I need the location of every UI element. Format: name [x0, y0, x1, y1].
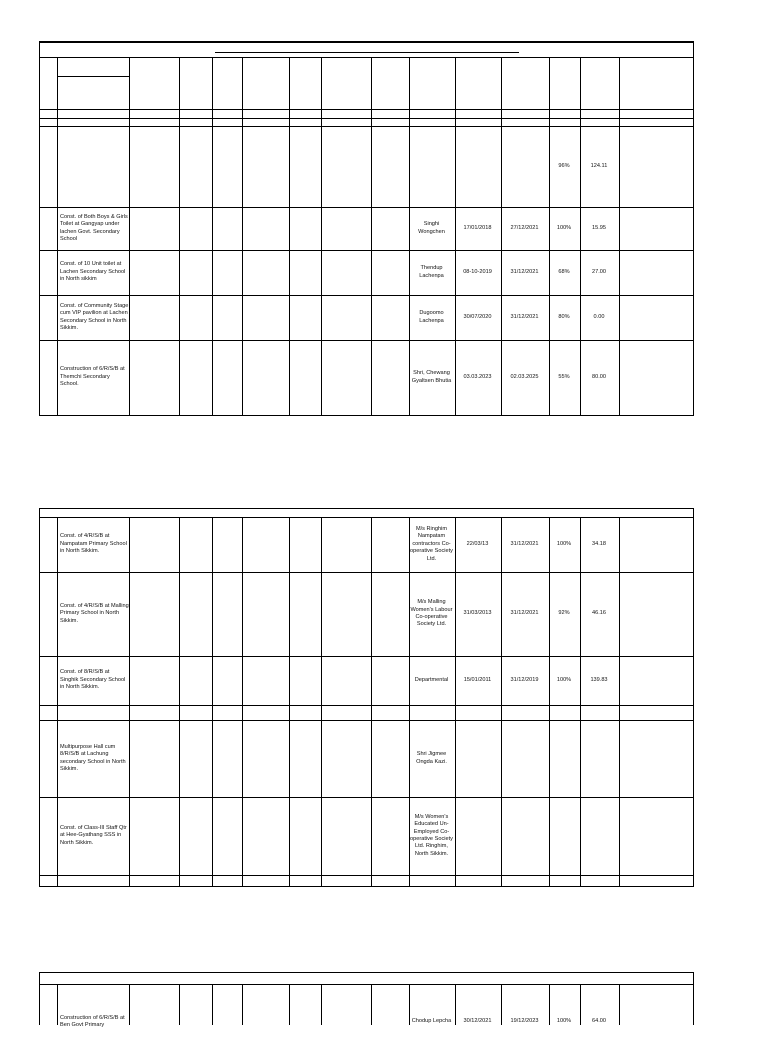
- contractor-name: [410, 797, 453, 875]
- expenditure-amount: [581, 656, 617, 705]
- end-date-text: 27/12/2021: [510, 224, 539, 231]
- work-description: [58, 295, 129, 340]
- expenditure-amount: [581, 517, 617, 572]
- table-rule: [39, 41, 40, 416]
- table-rule: [693, 41, 694, 416]
- start-date: [456, 340, 499, 415]
- table-rule: [39, 57, 694, 58]
- table-rule: [179, 57, 180, 416]
- physical-progress-text: 55%: [558, 373, 570, 380]
- table-rule: [212, 517, 213, 887]
- expenditure-amount-text: 139.83: [590, 676, 608, 683]
- expenditure-amount: [581, 720, 617, 797]
- table-rule: [39, 972, 40, 1025]
- table-rule: [371, 517, 372, 887]
- table-rule: [39, 109, 694, 110]
- start-date-text: 30/07/2020: [463, 313, 492, 320]
- start-date-text: 31/03/2013: [463, 610, 492, 617]
- work-description: [58, 656, 129, 705]
- table-rule: [39, 705, 694, 706]
- end-date: [502, 340, 547, 415]
- work-description: [58, 572, 129, 656]
- physical-progress-text: 100%: [556, 540, 572, 547]
- end-date: [502, 720, 547, 797]
- physical-progress-text: 100%: [556, 1018, 572, 1025]
- table-rule: [212, 984, 213, 1025]
- end-date-text: 31/12/2019: [510, 676, 539, 683]
- start-date: [456, 572, 499, 656]
- start-date-text: 08-10-2019: [463, 268, 492, 275]
- table-rule: [289, 57, 290, 416]
- expenditure-amount: [581, 295, 617, 340]
- expenditure-amount-text: 64.00: [592, 1018, 606, 1025]
- table-rule: [39, 415, 694, 416]
- table-rule: [242, 517, 243, 887]
- table-rule: [129, 984, 130, 1025]
- table-rule: [242, 57, 243, 416]
- work-description: [58, 250, 129, 295]
- contractor-name-text: Shri, Chewang Gyaltsen Bhutia: [411, 370, 452, 384]
- start-date: [456, 517, 499, 572]
- table-rule: [215, 52, 519, 53]
- physical-progress: [550, 517, 578, 572]
- end-date: [502, 126, 547, 207]
- work-description: [58, 340, 129, 415]
- physical-progress: [550, 295, 578, 340]
- table-rule: [39, 508, 694, 509]
- table-rule: [57, 76, 129, 77]
- table-rule: [693, 972, 694, 1025]
- end-date-text: 02.03.2025: [510, 373, 539, 380]
- table-rule: [693, 508, 694, 887]
- contractor-name-text: Departmental: [414, 676, 449, 683]
- work-description-text: Multipurpose Hall cum 8/R/S/B at Lachung secondary School in North Sikkim.: [60, 743, 126, 772]
- table-rule: [289, 517, 290, 887]
- physical-progress: [550, 207, 578, 250]
- contractor-name-text: Singhi Wongchen: [418, 221, 445, 235]
- physical-progress-text: 68%: [558, 268, 570, 275]
- physical-progress-text: 96%: [558, 162, 570, 169]
- work-description-text: Construction of 6/R/S/B at Ben Govt Primary: [60, 1014, 125, 1028]
- table-rule: [371, 984, 372, 1025]
- contractor-name-text: Thendup Lachenpa: [419, 265, 444, 279]
- contractor-name: [410, 340, 453, 415]
- contractor-name-text: M/s Women's Educated Un-Employed Co-operative Society Ltd. Ringhim, North Sikkim.: [410, 813, 453, 857]
- expenditure-amount: [581, 572, 617, 656]
- start-date-text: 30/12/2021: [463, 1018, 492, 1025]
- start-date: [456, 207, 499, 250]
- contractor-name-text: Shri Jigmee Ongda Kazi.: [416, 751, 447, 765]
- work-description-text: Construction of 6/R/S/B at Themchi Secondary School.: [60, 366, 125, 388]
- end-date-text: 19/12/2023: [510, 1018, 539, 1025]
- contractor-name: [410, 720, 453, 797]
- work-description: [58, 207, 129, 250]
- end-date: [502, 207, 547, 250]
- table-rule: [321, 57, 322, 416]
- table-rule: [321, 984, 322, 1025]
- end-date: [502, 572, 547, 656]
- expenditure-amount-text: 15.95: [592, 224, 606, 231]
- start-date-text: 17/01/2018: [463, 224, 492, 231]
- contractor-name: [410, 126, 453, 207]
- work-description-text: Const. of 8/R/S/B at Singhik Secondary School in North Sikkim.: [60, 669, 126, 691]
- end-date: [502, 517, 547, 572]
- table-rule: [39, 508, 40, 887]
- table-rule: [619, 517, 620, 887]
- start-date: [456, 720, 499, 797]
- contractor-name: [410, 250, 453, 295]
- table-rule: [129, 57, 130, 416]
- table-rule: [179, 517, 180, 887]
- expenditure-amount: [581, 250, 617, 295]
- table-rule: [39, 875, 694, 876]
- physical-progress: [550, 656, 578, 705]
- contractor-name: [410, 656, 453, 705]
- contractor-name: [410, 572, 453, 656]
- end-date-text: 31/12/2021: [510, 268, 539, 275]
- table-rule: [321, 517, 322, 887]
- contractor-name-text: M/s Ringhim Nampatam contractors Co-operative Society Ltd.: [410, 526, 453, 562]
- work-description: [58, 517, 129, 572]
- work-description-text: Const. of 10 Unit toilet at Lachen Secondary School in North sikkim: [60, 261, 126, 283]
- physical-progress-text: 92%: [558, 610, 570, 617]
- table-rule: [179, 984, 180, 1025]
- contractor-name-text: Chodup Lepcha: [411, 1018, 452, 1025]
- physical-progress: [550, 797, 578, 875]
- end-date-text: 31/12/2021: [510, 313, 539, 320]
- physical-progress: [550, 720, 578, 797]
- physical-progress-text: 100%: [556, 676, 572, 683]
- start-date: [456, 656, 499, 705]
- work-description-text: Const. of 4/R/S/B at Malling Primary School in North Sikkim.: [60, 602, 129, 624]
- end-date-text: 31/12/2021: [510, 610, 539, 617]
- work-description-text: Const. of 4/R/S/B at Nampatam Primary School in North Sikkim.: [60, 533, 127, 555]
- physical-progress: [550, 126, 578, 207]
- end-date: [502, 250, 547, 295]
- physical-progress: [550, 250, 578, 295]
- expenditure-amount-text: 34.18: [592, 540, 606, 547]
- work-description-text: Const. of Class-III Staff Qtr at Hee-Gyathang SSS in North Sikkim.: [60, 824, 127, 846]
- table-rule: [39, 118, 694, 119]
- physical-progress: [550, 572, 578, 656]
- start-date: [456, 126, 499, 207]
- table-rule: [289, 984, 290, 1025]
- work-description: [58, 797, 129, 875]
- physical-progress: [550, 984, 578, 1060]
- contractor-name: [410, 984, 453, 1060]
- end-date: [502, 295, 547, 340]
- expenditure-amount-text: 80.00: [592, 373, 606, 380]
- work-description: [58, 984, 129, 1060]
- expenditure-amount-text: 0.00: [593, 313, 605, 320]
- table-rule: [212, 57, 213, 416]
- table-rule: [39, 886, 694, 887]
- start-date-text: 03.03.2023: [463, 373, 492, 380]
- expenditure-amount-text: 27.00: [592, 268, 606, 275]
- table-rule: [39, 972, 694, 973]
- table-rule: [39, 41, 694, 43]
- expenditure-amount-text: 46.16: [592, 610, 606, 617]
- table-rule: [371, 57, 372, 416]
- physical-progress-text: 80%: [558, 313, 570, 320]
- table-rule: [242, 984, 243, 1025]
- contractor-name: [410, 295, 453, 340]
- start-date: [456, 250, 499, 295]
- start-date-text: 22/03/13: [466, 540, 489, 547]
- physical-progress-text: 100%: [556, 224, 572, 231]
- start-date: [456, 295, 499, 340]
- end-date-text: 31/12/2021: [510, 540, 539, 547]
- expenditure-amount: [581, 126, 617, 207]
- end-date: [502, 797, 547, 875]
- work-description-text: Const. of Community Stage cum VIP pavilion at Lachen Secondary School in North Sikkim.: [60, 302, 129, 331]
- table-rule: [129, 517, 130, 887]
- contractor-name: [410, 517, 453, 572]
- work-description: [58, 720, 129, 797]
- expenditure-amount: [581, 340, 617, 415]
- start-date: [456, 984, 499, 1060]
- table-rule: [39, 118, 57, 119]
- end-date: [502, 656, 547, 705]
- physical-progress: [550, 340, 578, 415]
- expenditure-amount: [581, 984, 617, 1060]
- expenditure-amount-text: 124.11: [590, 162, 608, 169]
- table-rule: [619, 57, 620, 416]
- contractor-name: [410, 207, 453, 250]
- table-rule: [619, 984, 620, 1025]
- expenditure-amount: [581, 207, 617, 250]
- expenditure-amount: [581, 797, 617, 875]
- contractor-name-text: Dugoomo Lachenpa: [419, 310, 444, 324]
- contractor-name-text: M/s Malling Women's Labour Co-operative Society Ltd.: [410, 599, 453, 628]
- work-description: [58, 126, 129, 207]
- work-description-text: Const. of Both Boys & Girls Toilet at Gangyap under lachen Govt. Secondary School: [60, 213, 128, 242]
- start-date: [456, 797, 499, 875]
- start-date-text: 15/01/2011: [463, 676, 492, 683]
- end-date: [502, 984, 547, 1060]
